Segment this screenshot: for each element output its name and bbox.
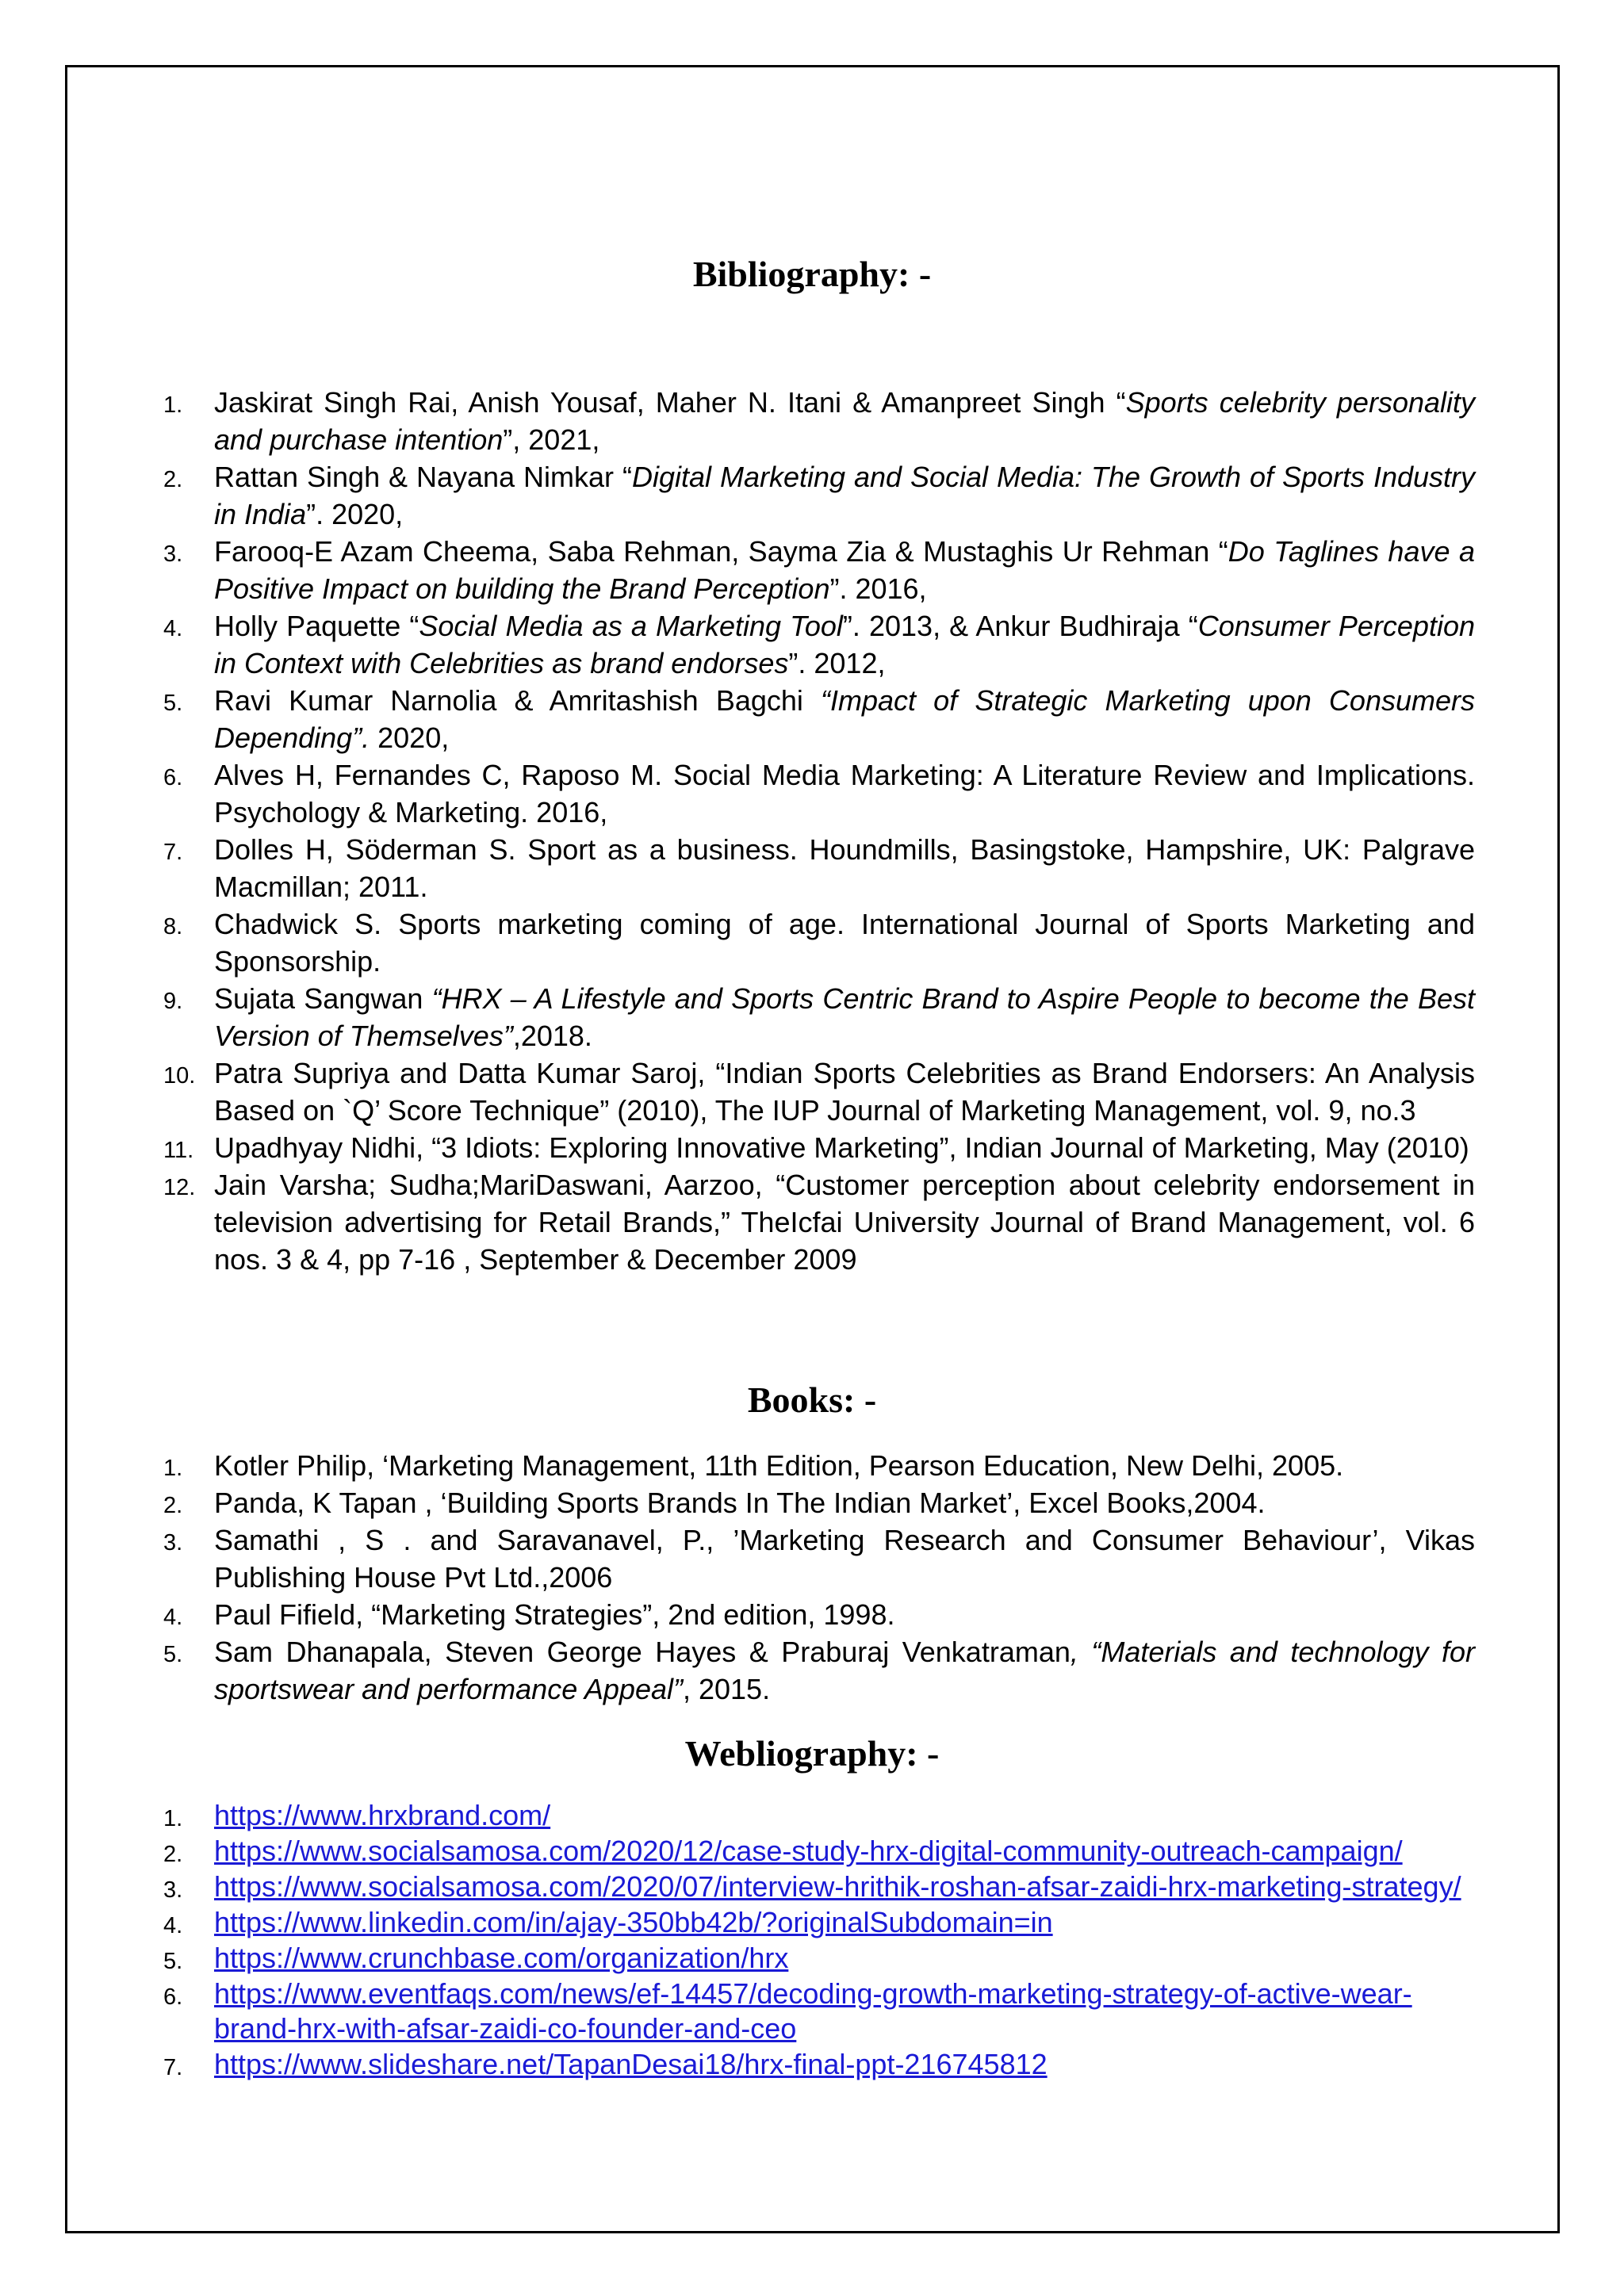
- bib-entry: [0, 1054, 1475, 1129]
- citation-text: Holly Paquette “: [214, 610, 419, 642]
- book-entry: [0, 1447, 1475, 1484]
- bib-entry-number: 5.: [163, 691, 183, 716]
- bib-entry-number: 11.: [163, 1138, 194, 1163]
- book-entry-number: 4.: [163, 1605, 183, 1630]
- web-link[interactable]: https://www.linkedin.com/in/ajay-350bb42b/?originalSubdomain=in: [214, 1906, 1053, 1938]
- citation-text: Jaskirat Singh Rai, Anish Yousaf, Maher N. Itani & Amanpreet Singh “: [214, 386, 1126, 419]
- citation-title-italic: , “Materials and technology for sportswear and performance Appeal”: [214, 1636, 1475, 1705]
- book-entry-number: 1.: [163, 1456, 183, 1481]
- books-heading: Books: -: [747, 1380, 877, 1420]
- web-link[interactable]: https://www.socialsamosa.com/2020/12/case-study-hrx-digital-community-outreach-campaign/: [214, 1835, 1403, 1867]
- web-entry: [0, 1798, 1475, 1833]
- citation-text: ”. 2020,: [306, 498, 404, 530]
- book-entry-number: 3.: [163, 1530, 183, 1556]
- citation-text: Chadwick S. Sports marketing coming of age. International Journal of Sports Marketing and Sponsorship.: [214, 908, 1475, 978]
- web-entry-number: 4.: [163, 1913, 183, 1938]
- bib-entry: [0, 1129, 1475, 1166]
- book-entry: [0, 1633, 1475, 1708]
- citation-text: ”. 2012,: [788, 647, 886, 679]
- web-entry-number: 5.: [163, 1949, 183, 1974]
- citation-title-italic: Consumer Perception in Context with Celebrities as brand endorses: [214, 610, 1475, 679]
- citation-title-italic: Sports celebrity personality and purchase intention: [214, 386, 1476, 456]
- citation-title-italic: Digital Marketing and Social Media: The Growth of Sports Industry in India: [214, 461, 1475, 530]
- web-entry: [0, 1869, 1475, 1904]
- citation-text: Alves H, Fernandes C, Raposo M. Social Media Marketing: A Literature Review and Implications. Psychology & Marketing. 2016,: [214, 759, 1475, 828]
- citation-text: Sam Dhanapala, Steven George Hayes & Praburaj Venkatraman: [214, 1636, 1071, 1668]
- citation-text: Paul Fifield, “Marketing Strategies”, 2nd edition, 1998.: [214, 1598, 895, 1631]
- citation-text: Dolles H, Söderman S. Sport as a business. Houndmills, Basingstoke, Hampshire, UK: Palgrave Macmillan; 2011.: [214, 833, 1475, 903]
- bib-entry-number: 10.: [163, 1063, 196, 1089]
- bib-entry-number: 3.: [163, 541, 183, 567]
- bib-entry-number: 2.: [163, 467, 183, 492]
- web-entry: [0, 1905, 1475, 1940]
- citation-title-italic: Social Media as a Marketing Tool: [419, 610, 843, 642]
- bib-entry: [0, 980, 1475, 1054]
- bib-entry-number: 9.: [163, 989, 183, 1014]
- citation-text: 2020,: [370, 721, 450, 754]
- bib-entry: [0, 831, 1475, 905]
- citation-text: Ravi Kumar Narnolia & Amritashish Bagchi: [214, 684, 822, 717]
- book-entry: [0, 1484, 1475, 1521]
- book-entry: [0, 1596, 1475, 1633]
- bib-entry: [0, 1166, 1475, 1278]
- web-entry-number: 3.: [163, 1877, 183, 1903]
- citation-title-italic: Do Taglines have a Positive Impact on building the Brand Perception: [214, 535, 1475, 605]
- web-link[interactable]: https://www.crunchbase.com/organization/hrx: [214, 1942, 789, 1974]
- books-list: [0, 1447, 1624, 1708]
- bib-entry: [0, 607, 1475, 682]
- bib-entry-number: 1.: [163, 392, 183, 418]
- web-entry: [0, 2047, 1475, 2082]
- book-entry-number: 5.: [163, 1642, 183, 1667]
- bib-entry-number: 7.: [163, 840, 183, 865]
- citation-text: ”. 2013, & Ankur Budhiraja “: [842, 610, 1198, 642]
- web-link[interactable]: https://www.hrxbrand.com/: [214, 1799, 551, 1831]
- bib-entry-number: 12.: [163, 1175, 196, 1200]
- bibliography-list: [0, 384, 1624, 1278]
- bib-entry-number: 6.: [163, 765, 183, 790]
- web-entry: [0, 1834, 1475, 1869]
- bib-entry: [0, 384, 1475, 458]
- bibliography-heading: Bibliography: -: [692, 254, 932, 294]
- web-link[interactable]: https://www.slideshare.net/TapanDesai18/hrx-final-ppt-216745812: [214, 2048, 1048, 2080]
- citation-text: Rattan Singh & Nayana Nimkar “: [214, 461, 632, 493]
- book-entry-number: 2.: [163, 1493, 183, 1518]
- web-entry: [0, 1941, 1475, 1976]
- bib-entry: [0, 756, 1475, 831]
- citation-text: Sujata Sangwan: [214, 982, 432, 1015]
- web-entry-number: 7.: [163, 2055, 183, 2080]
- citation-text: Jain Varsha; Sudha;MariDaswani, Aarzoo, “Customer perception about celebrity endorsement in television advertising for Retail Brands,” TheIcfai University Journal of Brand Management, vol. 6 nos. 3 & 4, pp 7-16 , September & December 2009: [214, 1169, 1475, 1276]
- web-link[interactable]: https://www.socialsamosa.com/2020/07/interview-hrithik-roshan-afsar-zaidi-hrx-marketing-strategy/: [214, 1870, 1461, 1903]
- web-entry-number: 1.: [163, 1806, 183, 1831]
- web-entry-number: 6.: [163, 1984, 183, 2010]
- citation-text: Patra Supriya and Datta Kumar Saroj, “Indian Sports Celebrities as Brand Endorsers: An Analysis Based on `Q’ Score Technique” (2010), The IUP Journal of Marketing Management, vol. 9, no.3: [214, 1057, 1475, 1127]
- webliography-list: [0, 1798, 1624, 2083]
- web-entry-number: 2.: [163, 1842, 183, 1867]
- book-entry: [0, 1521, 1475, 1596]
- web-link[interactable]: https://www.eventfaqs.com/news/ef-14457/decoding-growth-marketing-strategy-of-active-wear-brand-hrx-with-afsar-zaidi-co-founder-and-ceo: [214, 1977, 1412, 2045]
- bib-entry: [0, 905, 1475, 980]
- citation-text: Panda, K Tapan , ‘Building Sports Brands In The Indian Market’, Excel Books,2004.: [214, 1487, 1266, 1519]
- citation-text: Kotler Philip, ‘Marketing Management, 11th Edition, Pearson Education, New Delhi, 2005.: [214, 1449, 1344, 1482]
- bib-entry: [0, 682, 1475, 756]
- citation-text: ”, 2021,: [503, 423, 600, 456]
- citation-text: Upadhyay Nidhi, “3 Idiots: Exploring Innovative Marketing”, Indian Journal of Marketing, May (2010): [214, 1131, 1469, 1164]
- bib-entry: [0, 458, 1475, 533]
- citation-text: Samathi , S . and Saravanavel, P., ’Marketing Research and Consumer Behaviour’, Vikas Publishing House Pvt Ltd.,2006: [214, 1524, 1475, 1594]
- citation-title-italic: “HRX – A Lifestyle and Sports Centric Brand to Aspire People to become the Best Version of Themselves”: [214, 982, 1475, 1052]
- bib-entry-number: 8.: [163, 914, 183, 939]
- citation-text: ”. 2016,: [829, 572, 927, 605]
- bib-entry: [0, 533, 1475, 607]
- webliography-heading: Webliography: -: [684, 1733, 940, 1774]
- citation-text: , 2015.: [682, 1673, 771, 1705]
- web-entry: [0, 1976, 1475, 2046]
- citation-text: ,2018.: [512, 1020, 592, 1052]
- bib-entry-number: 4.: [163, 616, 183, 641]
- citation-title-italic: “Impact of Strategic Marketing upon Consumers Depending”.: [214, 684, 1475, 754]
- citation-text: Farooq-E Azam Cheema, Saba Rehman, Sayma Zia & Mustaghis Ur Rehman “: [214, 535, 1228, 568]
